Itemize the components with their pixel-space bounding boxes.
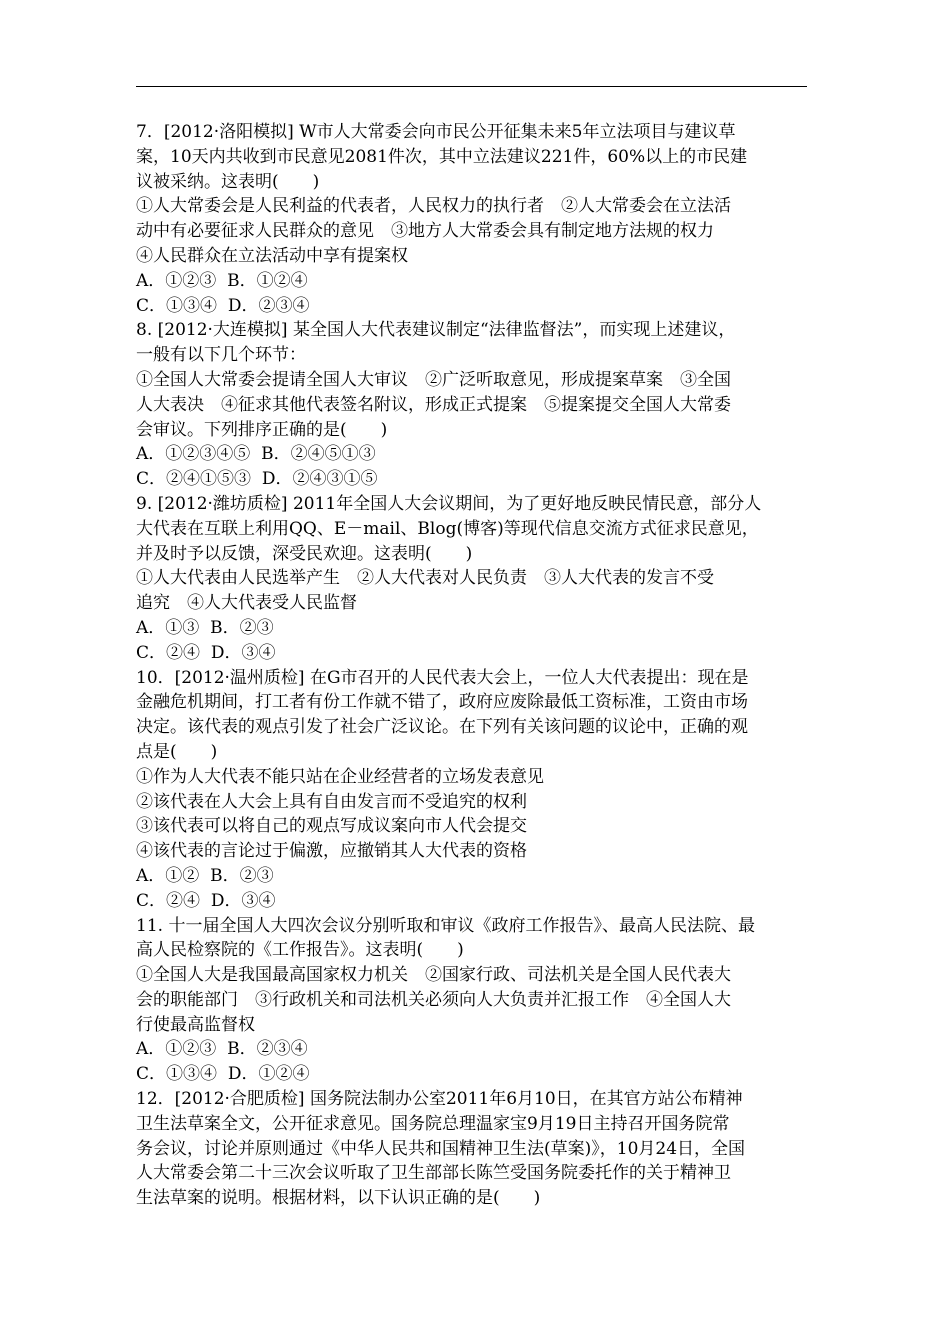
text-line: ③该代表可以将自己的观点写成议案向市人代会提交 (136, 816, 527, 837)
text-line: ①全国人大常委会提请全国人大审议 ②广泛听取意见，形成提案草案 ③全国 (136, 369, 731, 390)
header-rule (136, 86, 807, 87)
text-line: 8. [2012·大连模拟] 某全国人大代表建议制定“法律监督法”，而实现上述建议， (136, 320, 736, 341)
text-line: 会审议。下列排序正确的是( ) (136, 419, 388, 440)
text-line: ①作为人大代表不能只站在企业经营者的立场发表意见 (136, 766, 544, 787)
text-line: 金融危机期间，打工者有份工作就不错了，政府应废除最低工资标准，工资由市场 (136, 692, 748, 713)
text-line: A．①②③ B．①②④ (136, 270, 308, 291)
text-line: ①全国人大是我国最高国家权力机关 ②国家行政、司法机关是全国人民代表大 (136, 965, 731, 986)
text-line: ④人民群众在立法活动中享有提案权 (136, 245, 408, 266)
text-line: 案，10天内共收到市民意见2081件次，其中立法建议221件，60%以上的市民建 (136, 146, 748, 167)
text-line: C．②④ D．③④ (136, 890, 276, 911)
text-line: C．①③④ D．①②④ (136, 1064, 310, 1085)
text-line: A．①②③ B．②③④ (136, 1039, 308, 1060)
text-line: ④该代表的言论过于偏激，应撤销其人大代表的资格 (136, 841, 527, 862)
text-line: 决定。该代表的观点引发了社会广泛议论。在下列有关该问题的议论中，正确的观 (136, 717, 748, 738)
text-line: 人大常委会第二十三次会议听取了卫生部部长陈竺受国务院委托作的关于精神卫 (136, 1163, 731, 1184)
text-line: 大代表在互联上利用QQ、E－mail、Blog(博客)等现代信息交流方式征求民意见， (136, 518, 759, 539)
text-line: 7．[2012·洛阳模拟] W市人大常委会向市民公开征集未来5年立法项目与建议草 (136, 122, 736, 142)
text-line: 议被采纳。这表明( ) (136, 171, 320, 192)
text-line: 高人民检察院的《工作报告》。这表明( ) (136, 940, 464, 961)
text-line: 点是( ) (136, 741, 218, 762)
text-line: 追究 ④人大代表受人民监督 (136, 593, 357, 614)
text-line: ①人大常委会是人民利益的代表者，人民权力的执行者 ②人大常委会在立法活 (136, 196, 731, 217)
text-line: 9. [2012·潍坊质检] 2011年全国人大会议期间，为了更好地反映民情民意，部分人 (136, 493, 762, 514)
text-line: A．①② B．②③ (136, 865, 274, 886)
text-line: 12．[2012·合肥质检] 国务院法制办公室2011年6月10日，在其官方站公布精神 (136, 1089, 743, 1110)
text-line: C．①③④ D．②③④ (136, 295, 310, 316)
text-line: 并及时予以反馈，深受民欢迎。这表明( ) (136, 543, 473, 564)
text-line: 11. 十一届全国人大四次会议分别听取和审议《政府工作报告》、最高人民法院、最 (136, 915, 755, 936)
text-line: C．②④ D．③④ (136, 642, 276, 663)
text-line: C．②④①⑤③ D．②④③①⑤ (136, 469, 378, 490)
text-line: A．①②③④⑤ B．②④⑤①③ (136, 444, 376, 465)
text-line: 卫生法草案全文，公开征求意见。国务院总理温家宝9月19日主持召开国务院常 (136, 1113, 730, 1134)
text-line: ②该代表在人大会上具有自由发言而不受追究的权利 (136, 791, 527, 812)
text-line: 生法草案的说明。根据材料，以下认识正确的是( ) (136, 1188, 541, 1209)
text-line: 会的职能部门 ③行政机关和司法机关必须向人大负责并汇报工作 ④全国人大 (136, 989, 731, 1010)
text-line: 人大表决 ④征求其他代表签名附议，形成正式提案 ⑤提案提交全国人大常委 (136, 394, 731, 415)
text-line: 务会议，讨论并原则通过《中华人民共和国精神卫生法(草案)》，10月24日，全国 (136, 1138, 746, 1159)
text-line: A．①③ B．②③ (136, 617, 274, 638)
text-line: 动中有必要征求人民群众的意见 ③地方人大常委会具有制定地方法规的权力 (136, 221, 731, 242)
text-line: 行使最高监督权 (136, 1014, 255, 1035)
document-body (136, 120, 812, 1211)
text-line: 10．[2012·温州质检] 在G市召开的人民代表大会上，一位人大代表提出：现在是 (136, 667, 749, 688)
text-line: ①人大代表由人民选举产生 ②人大代表对人民负责 ③人大代表的发言不受 (136, 568, 714, 589)
text-line: 一般有以下几个环节： (136, 345, 306, 366)
